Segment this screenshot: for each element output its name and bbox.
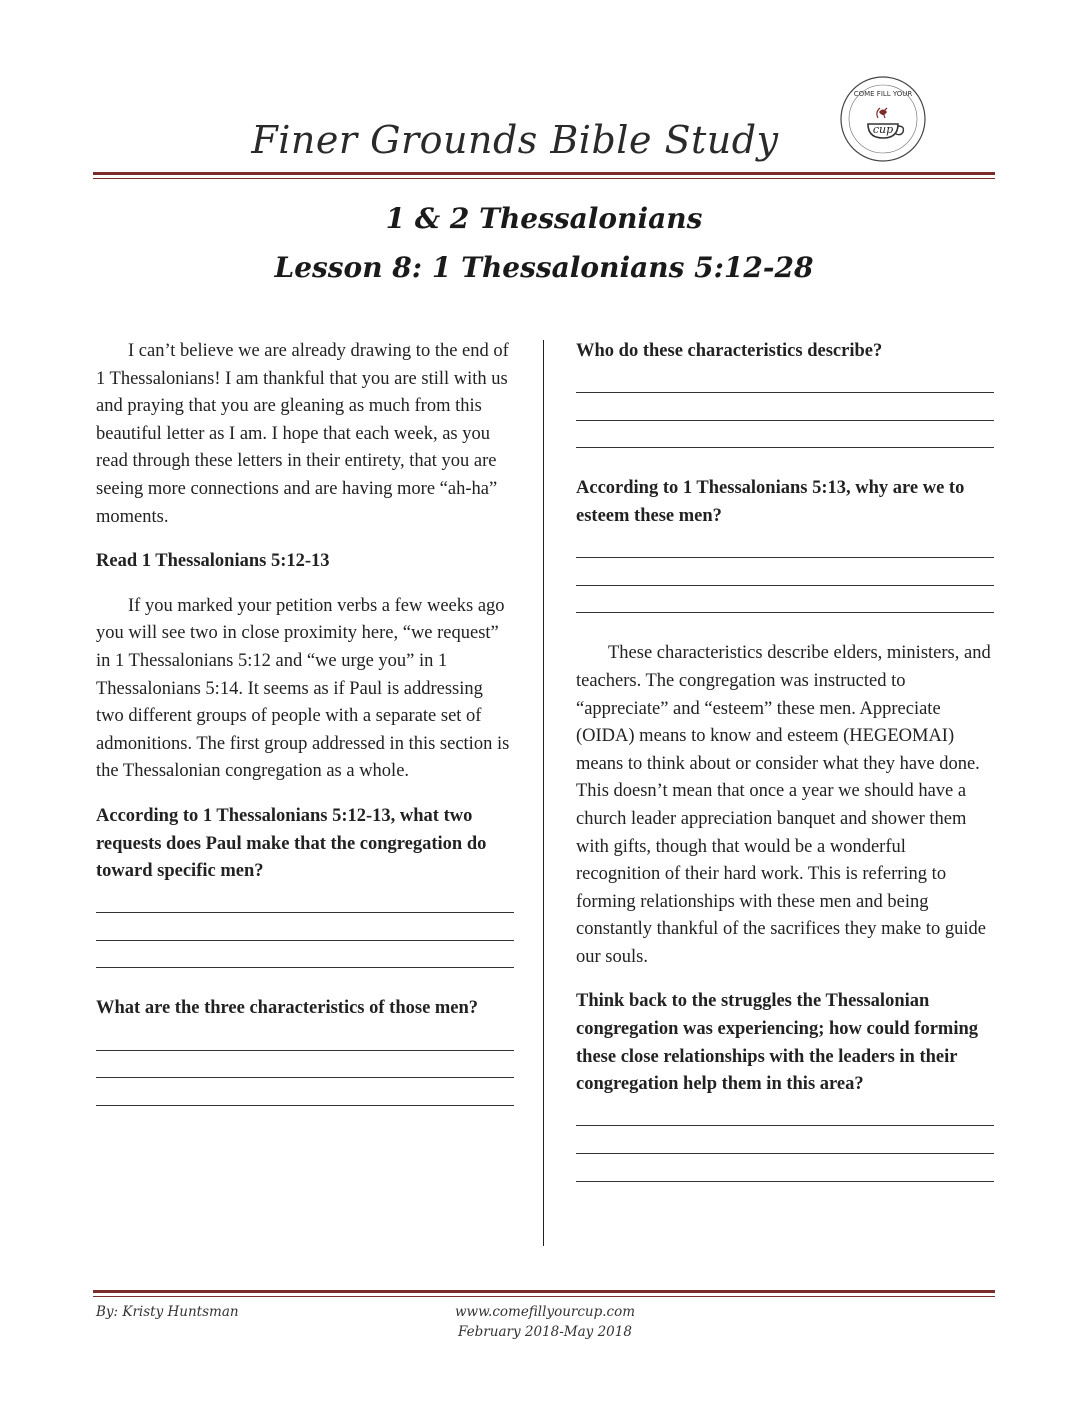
footer-website[interactable]: www.comefillyourcup.com <box>454 1304 636 1320</box>
answer-line[interactable] <box>96 1023 514 1051</box>
footer-rule <box>93 1290 995 1293</box>
header-rule-thin <box>93 178 995 179</box>
petition-paragraph: If you marked your petition verbs a few weeks ago you will see two in close proximity here, “we request” in 1 Thessalonians 5:12 and “we urge you” in 1 Thessalonians 5:14. It seems as if Paul is addressing two different groups of people with a separate set of admonitions. The first group addressed in this section is the Thessalonian congregation as a whole. <box>96 595 510 782</box>
question-why-esteem: According to 1 Thessalonians 5:13, why are we to esteem these men? <box>576 478 965 526</box>
series-title: 1 & 2 Thessalonians <box>385 202 703 235</box>
elders-paragraph: These characteristics describe elders, ministers, and teachers. The congregation was instructed to “appreciate” and “esteem” these men. Appreciate (OIDA) means to know and esteem (HEGEOMAI) means to think about or consider what they have done. This doesn’t mean that once a year we should have a church leader appreciation banquet and shower them with gifts, though that would be a wonderful recognition of their hard work. This is referring to forming relationships with these men and being constantly thankful of the sacrifices they make to guide our souls. <box>576 643 991 967</box>
question-two-requests: According to 1 Thessalonians 5:12-13, what two requests does Paul make that the congregation do toward specific men? <box>96 805 487 882</box>
answer-line[interactable] <box>96 941 514 969</box>
answer-line[interactable] <box>576 1099 994 1127</box>
answer-line[interactable] <box>96 1078 514 1106</box>
right-column <box>576 338 994 1182</box>
footer-dates: February 2018-May 2018 <box>458 1324 632 1340</box>
answer-line[interactable] <box>96 886 514 914</box>
left-column <box>96 338 514 1106</box>
intro-paragraph: I can’t believe we are already drawing to the end of 1 Thessalonians! I am thankful that you are still with us and praying that you are gleaning as much from this beautiful letter as I am. I hope that each week, as you read through these letters in their entirety, that you are seeing more connections and are having more “ah-ha” moments. <box>96 341 509 527</box>
answer-line[interactable] <box>576 1126 994 1154</box>
answer-line[interactable] <box>576 1154 994 1182</box>
answer-line[interactable] <box>576 366 994 394</box>
answer-line[interactable] <box>576 421 994 449</box>
logo-text: COME FILL YOUR <box>853 90 913 98</box>
answer-line[interactable] <box>96 913 514 941</box>
answer-line[interactable] <box>576 393 994 421</box>
header-rule <box>93 172 995 175</box>
logo-word: cup <box>872 123 894 136</box>
answer-line[interactable] <box>576 531 994 559</box>
question-struggles: Think back to the struggles the Thessalonian congregation was experiencing; how could forming these close relationships with the leaders in their congregation help them in this area? <box>576 991 979 1095</box>
read-heading: Read 1 Thessalonians 5:12-13 <box>96 551 330 572</box>
answer-line[interactable] <box>576 558 994 586</box>
question-three-characteristics: What are the three characteristics of those men? <box>96 998 479 1019</box>
footer-site <box>370 1302 720 1342</box>
footer-author: By: Kristy Huntsman <box>96 1304 239 1320</box>
lesson-title: Lesson 8: 1 Thessalonians 5:12-28 <box>274 251 814 284</box>
footer-rule-thin <box>93 1296 995 1297</box>
question-who-described: Who do these characteristics describe? <box>576 341 883 361</box>
answer-line[interactable] <box>96 1051 514 1079</box>
come-fill-your-cup-logo <box>838 74 928 164</box>
study-title: Finer Grounds Bible Study <box>251 118 779 162</box>
column-divider <box>543 340 544 1246</box>
answer-line[interactable] <box>576 586 994 614</box>
